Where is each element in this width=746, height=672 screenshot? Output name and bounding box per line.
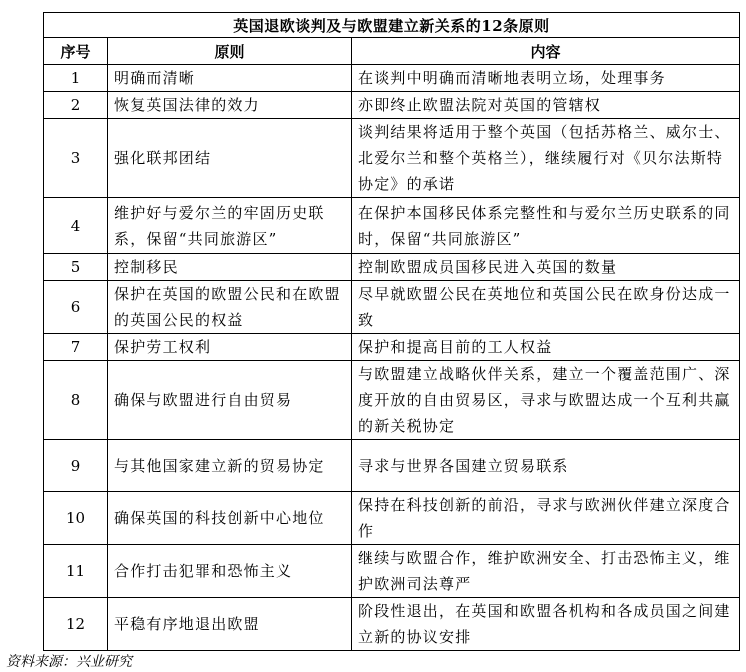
row-content: 继续与欧盟合作，维护欧洲安全、打击恐怖主义，维护欧洲司法尊严 xyxy=(352,545,740,598)
table-row xyxy=(44,361,740,440)
table-row xyxy=(44,254,740,281)
table-row xyxy=(44,65,740,92)
table-row xyxy=(44,334,740,361)
row-number: 11 xyxy=(44,545,108,598)
principles-document xyxy=(43,12,739,651)
row-number: 8 xyxy=(44,361,108,440)
row-number: 1 xyxy=(44,65,108,92)
header-content: 内容 xyxy=(352,38,740,65)
table-title: 英国退欧谈判及与欧盟建立新关系的12条原则 xyxy=(44,13,740,38)
row-principle: 强化联邦团结 xyxy=(108,119,352,198)
table-row xyxy=(44,440,740,492)
table-row xyxy=(44,92,740,119)
row-number: 3 xyxy=(44,119,108,198)
row-content: 与欧盟建立战略伙伴关系，建立一个覆盖范围广、深度开放的自由贸易区，寻求与欧盟达成一个互利共赢的新关税协定 xyxy=(352,361,740,440)
row-content: 尽早就欧盟公民在英地位和英国公民在欧身份达成一致 xyxy=(352,281,740,334)
row-content: 阶段性退出，在英国和欧盟各机构和各成员国之间建立新的协议安排 xyxy=(352,598,740,651)
row-principle: 恢复英国法律的效力 xyxy=(108,92,352,119)
row-content: 在谈判中明确而清晰地表明立场，处理事务 xyxy=(352,65,740,92)
principles-table xyxy=(43,12,740,651)
row-principle: 控制移民 xyxy=(108,254,352,281)
row-number: 2 xyxy=(44,92,108,119)
row-number: 12 xyxy=(44,598,108,651)
row-principle: 维护好与爱尔兰的牢固历史联系，保留“共同旅游区” xyxy=(108,198,352,254)
row-number: 4 xyxy=(44,198,108,254)
table-row xyxy=(44,598,740,651)
source-note: 资料来源：兴业研究 xyxy=(6,654,132,670)
row-number: 10 xyxy=(44,492,108,545)
row-number: 5 xyxy=(44,254,108,281)
row-number: 9 xyxy=(44,440,108,492)
row-content: 亦即终止欧盟法院对英国的管辖权 xyxy=(352,92,740,119)
row-content: 谈判结果将适用于整个英国（包括苏格兰、威尔士、北爱尔兰和整个英格兰），继续履行对《贝尔法斯特协定》的承诺 xyxy=(352,119,740,198)
row-content: 保护和提高目前的工人权益 xyxy=(352,334,740,361)
row-principle: 明确而清晰 xyxy=(108,65,352,92)
table-row xyxy=(44,545,740,598)
row-principle: 保护劳工权利 xyxy=(108,334,352,361)
header-principle: 原则 xyxy=(108,38,352,65)
table-row xyxy=(44,198,740,254)
row-content: 保持在科技创新的前沿，寻求与欧洲伙伴建立深度合作 xyxy=(352,492,740,545)
row-principle: 确保与欧盟进行自由贸易 xyxy=(108,361,352,440)
row-number: 7 xyxy=(44,334,108,361)
table-row xyxy=(44,281,740,334)
row-principle: 保护在英国的欧盟公民和在欧盟的英国公民的权益 xyxy=(108,281,352,334)
row-content: 控制欧盟成员国移民进入英国的数量 xyxy=(352,254,740,281)
table-row xyxy=(44,119,740,198)
row-principle: 确保英国的科技创新中心地位 xyxy=(108,492,352,545)
row-content: 在保护本国移民体系完整性和与爱尔兰历史联系的同时，保留“共同旅游区” xyxy=(352,198,740,254)
header-no: 序号 xyxy=(44,38,108,65)
row-principle: 平稳有序地退出欧盟 xyxy=(108,598,352,651)
table-row xyxy=(44,492,740,545)
row-number: 6 xyxy=(44,281,108,334)
row-principle: 合作打击犯罪和恐怖主义 xyxy=(108,545,352,598)
row-principle: 与其他国家建立新的贸易协定 xyxy=(108,440,352,492)
row-content: 寻求与世界各国建立贸易联系 xyxy=(352,440,740,492)
